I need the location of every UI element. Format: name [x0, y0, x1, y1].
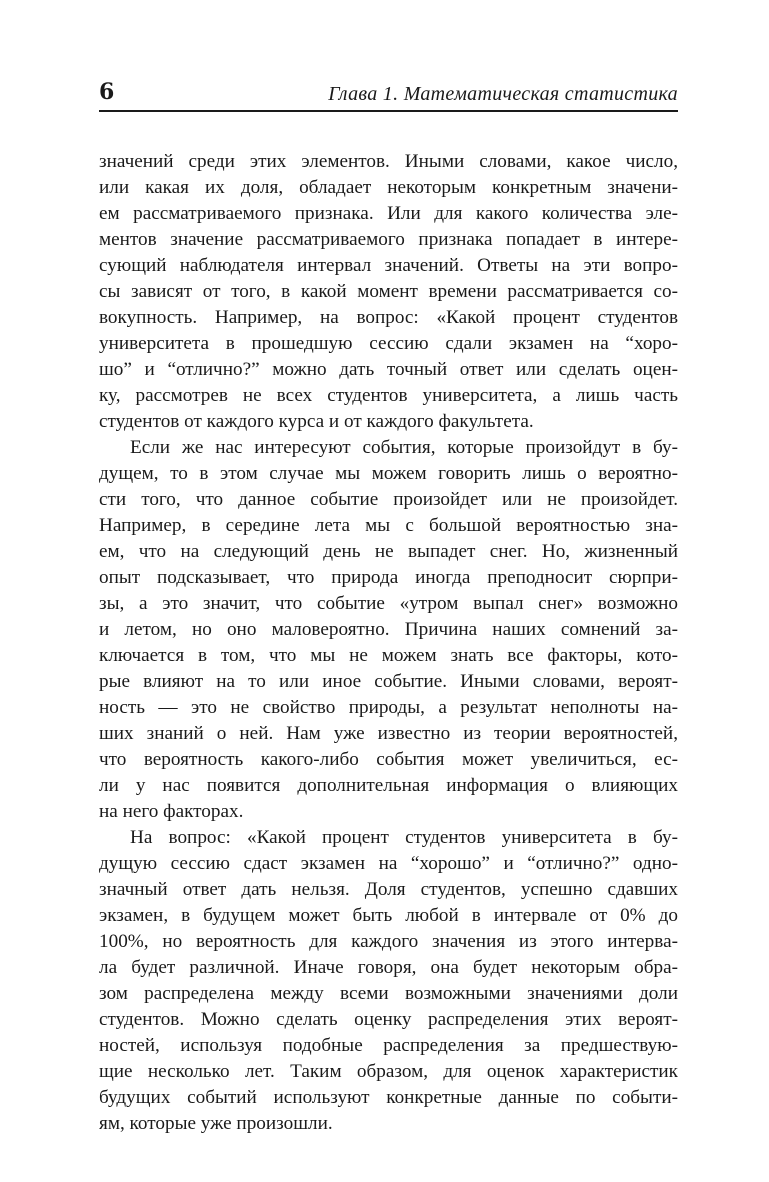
running-title: Глава 1. Математическая статистика: [328, 83, 678, 105]
text-line: зом распределена между всеми возможными значениями доли: [99, 983, 678, 1004]
text-line: что вероятность какого-либо события может увеличиться, ес-: [99, 749, 678, 770]
text-line: сующий наблюдателя интервал значений. Ответы на эти вопро-: [99, 255, 678, 276]
text-line: Например, в середине лета мы с большой вероятностью зна-: [99, 515, 678, 536]
text-line: ла будет различной. Иначе говоря, она будет некоторым обра-: [99, 957, 678, 978]
text-line: будущих событий используют конкретные данные по событи-: [99, 1087, 678, 1108]
text-line: На вопрос: «Какой процент студентов университета в бу-: [130, 827, 678, 848]
text-line: опыт подсказывает, что природа иногда преподносит сюрпри-: [99, 567, 678, 588]
body-text: [99, 149, 678, 1137]
text-line: ем рассматриваемого признака. Или для какого количества эле-: [99, 203, 678, 224]
paragraph: [99, 435, 678, 825]
text-line: значений среди этих элементов. Иными словами, какое число,: [99, 151, 678, 172]
text-line: или какая их доля, обладает некоторым конкретным значени-: [99, 177, 678, 198]
text-line: дущую сессию сдаст экзамен на “хорошо” и “отлично?” одно-: [99, 853, 678, 874]
paragraph: [99, 149, 678, 435]
text-line: университета в прошедшую сессию сдали экзамен на “хоро-: [99, 333, 678, 354]
page-header: [99, 78, 678, 112]
text-line: студентов от каждого курса и от каждого факультета.: [99, 411, 534, 432]
text-line: ям, которые уже произошли.: [99, 1113, 333, 1134]
text-line: шо” и “отлично?” можно дать точный ответ или сделать оцен-: [99, 359, 678, 380]
text-line: ем, что на следующий день не выпадет снег. Но, жизненный: [99, 541, 678, 562]
paragraph: [99, 825, 678, 1137]
text-line: щие несколько лет. Таким образом, для оценок характеристик: [99, 1061, 678, 1082]
text-line: вокупность. Например, на вопрос: «Какой процент студентов: [99, 307, 678, 328]
text-line: 100%, но вероятность для каждого значения из этого интерва-: [99, 931, 678, 952]
text-line: дущем, то в этом случае мы можем говорить лишь о вероятно-: [99, 463, 678, 484]
text-line: значный ответ дать нельзя. Доля студентов, успешно сдавших: [99, 879, 678, 900]
text-line: рые влияют на то или иное событие. Иными словами, вероят-: [99, 671, 678, 692]
text-line: и летом, но оно маловероятно. Причина наших сомнений за-: [99, 619, 678, 640]
text-line: ностей, используя подобные распределения за предшествую-: [99, 1035, 678, 1056]
text-line: ших знаний о ней. Нам уже известно из теории вероятностей,: [99, 723, 678, 744]
text-line: Если же нас интересуют события, которые произойдут в бу-: [130, 437, 678, 458]
page-number: 6: [99, 79, 115, 105]
text-line: ку, рассмотрев не всех студентов университета, а лишь часть: [99, 385, 678, 406]
text-line: на него факторах.: [99, 801, 244, 822]
text-line: ность — это не свойство природы, а результат неполноты на-: [99, 697, 678, 718]
text-line: сы зависят от того, в какой момент времени рассматривается со-: [99, 281, 678, 302]
text-line: зы, а это значит, что событие «утром выпал снег» возможно: [99, 593, 678, 614]
text-line: ключается в том, что мы не можем знать все факторы, кото-: [99, 645, 678, 666]
text-line: ментов значение рассматриваемого признака попадает в интере-: [99, 229, 678, 250]
text-line: экзамен, в будущем может быть любой в интервале от 0% до: [99, 905, 678, 926]
text-line: сти того, что данное событие произойдет или не произойдет.: [99, 489, 678, 510]
text-line: студентов. Можно сделать оценку распределения этих вероят-: [99, 1009, 678, 1030]
text-line: ли у нас появится дополнительная информация о влияющих: [99, 775, 678, 796]
